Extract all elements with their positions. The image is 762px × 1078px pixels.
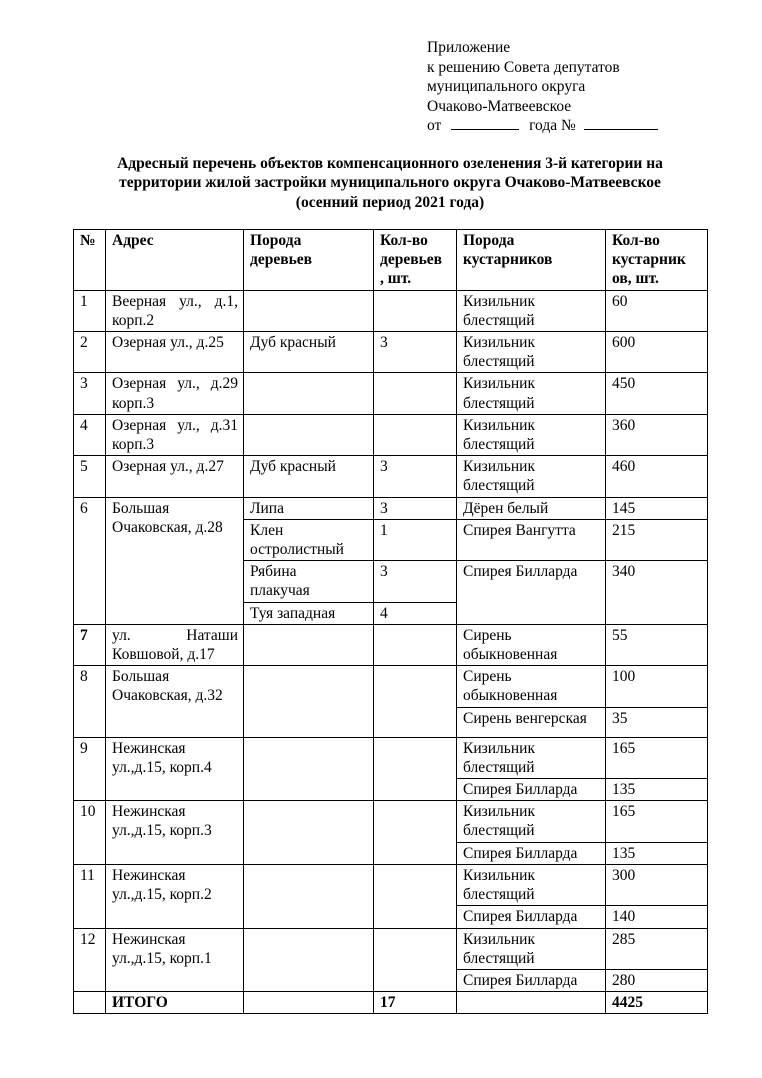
header-num: № (74, 230, 106, 291)
row-tree-count: 1 (374, 519, 457, 560)
row-shrub-count: 215 (606, 519, 708, 560)
table-row (74, 864, 708, 905)
row-address: Большая Очаковская, д.28 (106, 497, 244, 624)
row-tree: Липа (244, 497, 374, 519)
title-line: Адресный перечень объектов компенсационного озеленения 3-й категории на (117, 155, 663, 172)
row-address: Озерная ул., д.31 корп.3 (106, 414, 244, 455)
row-shrub: Кизильник блестящий (457, 373, 606, 414)
row-shrub: Кизильник блестящий (457, 737, 606, 778)
table-row (74, 737, 708, 778)
header-tree-count: Кол-во деревьев , шт. (374, 230, 457, 291)
row-tree (244, 290, 374, 331)
row-address: Нежинская ул.,д.15, корп.3 (106, 801, 244, 865)
row-shrub-count: 340 (606, 561, 708, 625)
row-shrub: Сирень венгерская (457, 707, 606, 737)
row-shrub: Кизильник блестящий (457, 332, 606, 373)
row-tree (244, 373, 374, 414)
appendix-line: Очаково-Матвеевское (427, 97, 572, 115)
row-address: Нежинская ул.,д.15, корп.2 (106, 864, 244, 928)
row-shrub-count: 360 (606, 414, 708, 455)
row-shrub: Кизильник блестящий (457, 928, 606, 969)
row-num: 1 (74, 290, 106, 331)
row-shrub-count: 135 (606, 842, 708, 864)
row-tree: Туя западная (244, 602, 374, 624)
title-line: (осенний период 2021 года) (295, 193, 485, 211)
table-row (74, 497, 708, 519)
row-shrub: Кизильник блестящий (457, 456, 606, 497)
row-shrub-count: 600 (606, 332, 708, 373)
row-address: ул. Наташи Ковшовой, д.17 (106, 624, 244, 665)
greening-table (73, 229, 708, 1014)
row-address: Веерная ул., д.1, корп.2 (106, 290, 244, 331)
row-tree-count: 3 (374, 497, 457, 519)
row-shrub: Дёрен белый (457, 497, 606, 519)
row-shrub-count: 300 (606, 864, 708, 905)
row-num: 7 (74, 624, 106, 665)
row-shrub-count: 280 (606, 969, 708, 991)
row-address: Озерная ул., д.25 (106, 332, 244, 373)
row-num: 9 (74, 737, 106, 801)
row-tree-count (374, 928, 457, 992)
row-shrub: Кизильник блестящий (457, 801, 606, 842)
table-header-row (74, 230, 708, 291)
total-tree-species (244, 992, 374, 1014)
row-tree (244, 624, 374, 665)
row-tree-count (374, 290, 457, 331)
row-tree-count (374, 624, 457, 665)
row-shrub: Кизильник блестящий (457, 290, 606, 331)
document-title (60, 154, 720, 212)
row-shrub: Сирень обыкновенная (457, 666, 606, 707)
row-tree-count: 3 (374, 456, 457, 497)
row-tree-count (374, 801, 457, 865)
table-row (74, 290, 708, 331)
row-shrub: Спирея Билларда (457, 969, 606, 991)
date-blank (451, 116, 519, 130)
row-num: 6 (74, 497, 106, 624)
table-row (74, 801, 708, 842)
title-line: территории жилой застройки муниципального округа Очаково-Матвеевское (119, 174, 661, 192)
row-shrub-count: 165 (606, 801, 708, 842)
row-shrub-count: 60 (606, 290, 708, 331)
row-num: 5 (74, 456, 106, 497)
appendix-line: Приложение (427, 39, 511, 56)
row-shrub-count: 140 (606, 906, 708, 928)
total-shrubs: 4425 (606, 992, 708, 1014)
row-tree-count: 4 (374, 602, 457, 624)
row-tree: Клен остролистный (244, 519, 374, 560)
row-shrub-count: 145 (606, 497, 708, 519)
row-tree: Рябина плакучая (244, 561, 374, 602)
row-num: 8 (74, 666, 106, 737)
row-shrub: Кизильник блестящий (457, 414, 606, 455)
row-shrub: Спирея Вангутта (457, 519, 606, 560)
row-tree: Дуб красный (244, 332, 374, 373)
row-num: 3 (74, 373, 106, 414)
row-tree (244, 801, 374, 865)
row-tree (244, 414, 374, 455)
row-shrub-count: 450 (606, 373, 708, 414)
appendix-block (427, 38, 658, 136)
row-tree (244, 666, 374, 737)
row-tree (244, 737, 374, 801)
row-address: Большая Очаковская, д.32 (106, 666, 244, 737)
header-tree-species: Порода деревьев (244, 230, 374, 291)
row-shrub: Спирея Билларда (457, 842, 606, 864)
number-blank (584, 116, 658, 130)
row-address: Озерная ул., д.27 (106, 456, 244, 497)
row-tree-count (374, 864, 457, 928)
row-shrub-count: 460 (606, 456, 708, 497)
table-row (74, 373, 708, 414)
row-tree-count: 3 (374, 561, 457, 602)
row-tree-count (374, 414, 457, 455)
row-tree-count: 3 (374, 332, 457, 373)
row-tree (244, 928, 374, 992)
row-shrub-count: 55 (606, 624, 708, 665)
appendix-line: муниципального округа (427, 78, 586, 96)
row-shrub: Кизильник блестящий (457, 864, 606, 905)
row-shrub-count: 285 (606, 928, 708, 969)
header-address: Адрес (106, 230, 244, 291)
table-row (74, 928, 708, 969)
row-shrub: Сирень обыкновенная (457, 624, 606, 665)
total-num (74, 992, 106, 1014)
row-tree-count (374, 666, 457, 737)
date-prefix: от (427, 117, 442, 135)
row-shrub: Спирея Билларда (457, 906, 606, 928)
table-row (74, 332, 708, 373)
row-num: 4 (74, 414, 106, 455)
row-shrub: Спирея Билларда (457, 561, 606, 625)
appendix-line: к решению Совета депутатов (427, 58, 620, 76)
appendix-date-line (427, 116, 658, 136)
table-row (74, 414, 708, 455)
table-row (74, 624, 708, 665)
total-trees: 17 (374, 992, 457, 1014)
row-address: Озерная ул., д.29 корп.3 (106, 373, 244, 414)
total-shrub-species (457, 992, 606, 1014)
row-shrub-count: 100 (606, 666, 708, 707)
row-shrub: Спирея Билларда (457, 779, 606, 801)
row-tree (244, 864, 374, 928)
row-shrub-count: 35 (606, 707, 708, 737)
row-num: 10 (74, 801, 106, 865)
table-row (74, 456, 708, 497)
header-shrub-count: Кол-во кустарник ов, шт. (606, 230, 708, 291)
row-tree-count (374, 373, 457, 414)
row-tree: Дуб красный (244, 456, 374, 497)
row-address: Нежинская ул.,д.15, корп.1 (106, 928, 244, 992)
table-total-row (74, 992, 708, 1014)
row-num: 2 (74, 332, 106, 373)
row-num: 12 (74, 928, 106, 992)
row-shrub-count: 135 (606, 779, 708, 801)
row-num: 11 (74, 864, 106, 928)
row-shrub-count: 165 (606, 737, 708, 778)
total-label: ИТОГО (106, 992, 244, 1014)
row-address: Нежинская ул.,д.15, корп.4 (106, 737, 244, 801)
table-row (74, 666, 708, 707)
row-tree-count (374, 737, 457, 801)
date-mid: года № (529, 117, 576, 135)
header-shrub-species: Порода кустарников (457, 230, 606, 291)
